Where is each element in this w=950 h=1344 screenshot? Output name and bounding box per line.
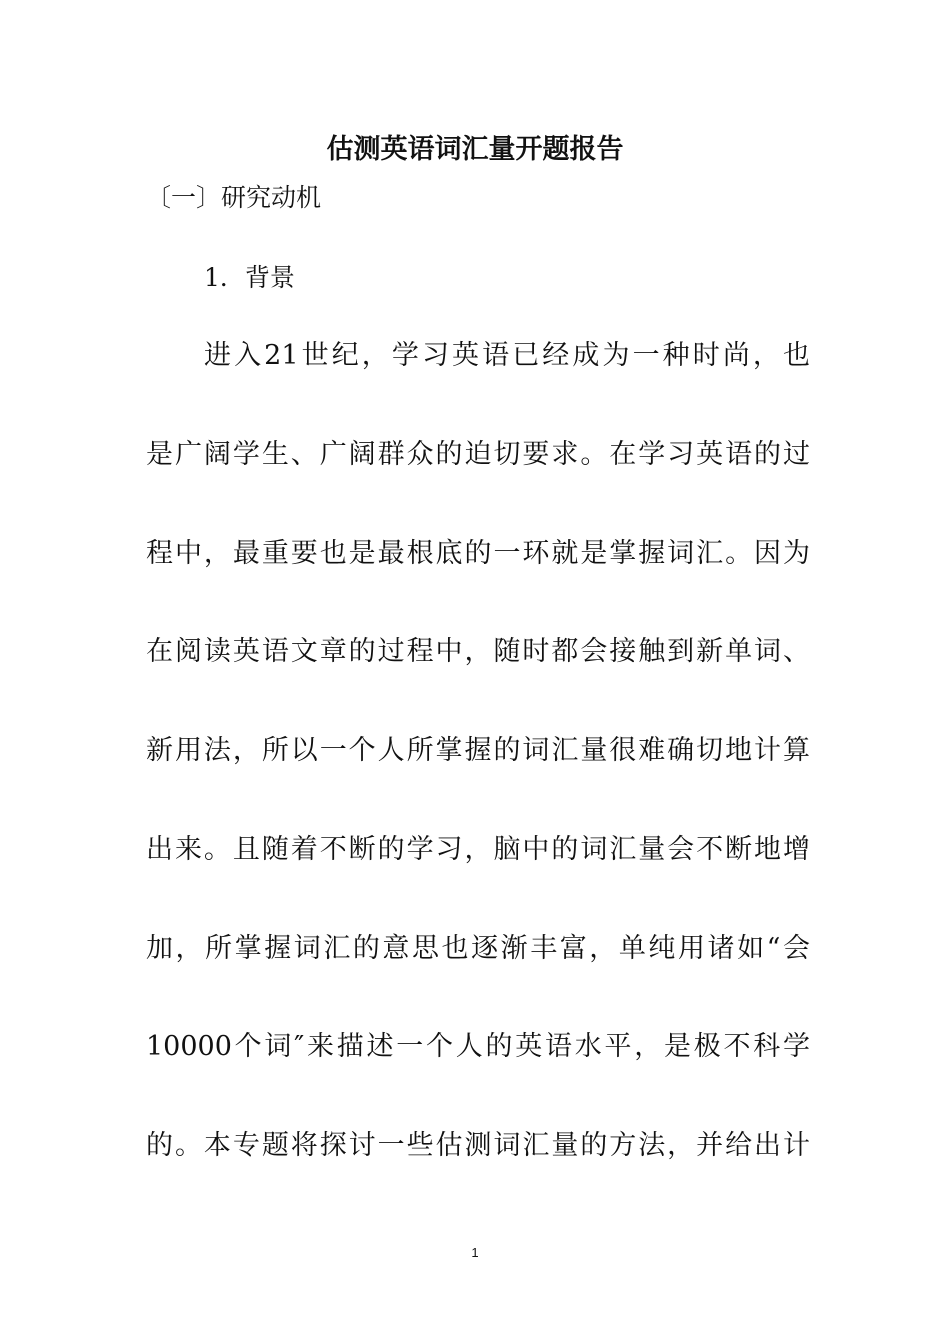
paragraph-line: 进入21世纪，学习英语已经成为一种时尚，也 (204, 340, 810, 371)
paragraph-line: 的。本专题将探讨一些估测词汇量的方法，并给出计 (146, 1130, 810, 1161)
sub-heading: 1．背景 (204, 263, 295, 292)
paragraph-line: 在阅读英语文章的过程中，随时都会接触到新单词、 (146, 636, 810, 667)
paragraph-line: 10000个词″来描述一个人的英语水平，是极不科学 (146, 1031, 810, 1062)
paragraph-line: 加，所掌握词汇的意思也逐渐丰富，单纯用诸如“会 (146, 933, 810, 964)
page-number: 1 (471, 1245, 479, 1260)
paragraph-line: 出来。且随着不断的学习，脑中的词汇量会不断地增 (146, 834, 810, 865)
paragraph-line: 是广阔学生、广阔群众的迫切要求。在学习英语的过 (146, 439, 810, 470)
paragraph-line: 程中，最重要也是最根底的一环就是掌握词汇。因为 (146, 538, 810, 569)
paragraph-line: 新用法，所以一个人所掌握的词汇量很难确切地计算 (146, 735, 810, 766)
section-heading: 〔一〕研究动机 (146, 183, 322, 212)
document-title: 估测英语词汇量开题报告 (326, 134, 624, 165)
